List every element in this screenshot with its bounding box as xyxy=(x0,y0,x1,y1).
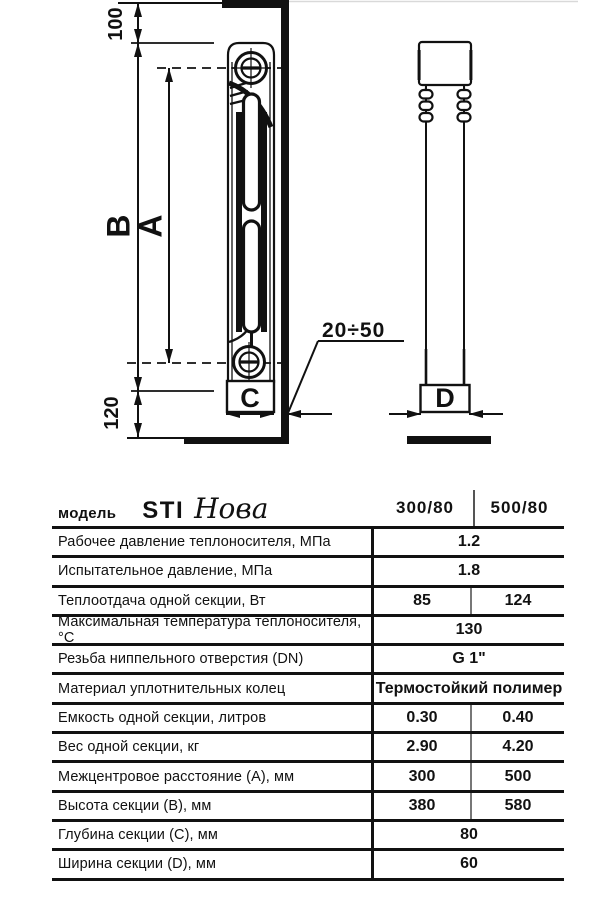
brand-name: STI xyxy=(142,496,185,524)
table-row xyxy=(52,529,564,558)
row-label: Межцентровое расстояние (А), мм xyxy=(52,763,374,789)
floor-bar-front xyxy=(184,437,289,444)
model-title xyxy=(52,492,377,525)
row-label: Высота секции (В), мм xyxy=(52,793,374,819)
table-row xyxy=(52,614,564,647)
row-value: 1.8 xyxy=(457,562,481,580)
dim-label-100: 100 xyxy=(105,7,127,41)
table-row xyxy=(52,558,564,587)
row-value-500: 0.40 xyxy=(502,708,534,726)
spec-table xyxy=(52,490,564,881)
row-value: 80 xyxy=(460,826,478,844)
row-label: Ширина секции (D), мм xyxy=(52,851,374,877)
row-label: Рабочее давление теплоносителя, МПа xyxy=(52,529,374,555)
row-value-500: 4.20 xyxy=(502,738,534,756)
row-label: Материал уплотнительных колец xyxy=(52,675,374,701)
nipple-top xyxy=(231,48,271,88)
dim-label-A: A xyxy=(132,214,169,238)
table-row xyxy=(52,822,564,851)
table-row xyxy=(52,588,564,617)
wall-bar xyxy=(281,0,289,444)
dim-label-D: D xyxy=(435,383,455,413)
section-side-view xyxy=(418,42,473,412)
row-label: Максимальная температура теплоносителя, °С xyxy=(52,617,374,643)
row-label: Глубина секции (С), мм xyxy=(52,822,374,848)
table-row xyxy=(52,646,564,675)
table-row xyxy=(52,734,564,763)
row-value: Термостойкий полимер xyxy=(375,679,563,697)
row-value-300: 2.90 xyxy=(374,734,472,760)
table-row xyxy=(52,705,564,734)
row-label: Емкость одной секции, литров xyxy=(52,705,374,731)
row-value-500: 500 xyxy=(504,767,532,785)
row-value: 130 xyxy=(455,621,483,639)
row-label: Теплоотдача одной секции, Вт xyxy=(52,588,374,614)
section-front-view xyxy=(227,43,274,412)
row-value-300: 0.30 xyxy=(374,705,472,731)
dim-label-120: 120 xyxy=(101,396,123,430)
nipple-bottom xyxy=(234,342,265,382)
row-value: G 1" xyxy=(452,650,486,668)
dim-label-C: C xyxy=(240,383,260,413)
row-value-300: 300 xyxy=(374,763,472,789)
table-row xyxy=(52,851,564,880)
gap-leader-diagonal xyxy=(288,341,318,413)
row-value-300: 380 xyxy=(374,793,472,819)
row-label: Вес одной секции, кг xyxy=(52,734,374,760)
row-label: Резьба ниппельного отверстия (DN) xyxy=(52,646,374,672)
row-value-500: 124 xyxy=(504,591,532,609)
dim-label-wall-gap: 20÷50 xyxy=(322,319,386,342)
column-header-300-80: 300/80 xyxy=(377,490,475,526)
row-value-300: 85 xyxy=(374,588,472,614)
dim-label-B: B xyxy=(100,214,137,238)
table-row xyxy=(52,793,564,822)
row-value-500: 580 xyxy=(504,796,532,814)
series-name: Нова xyxy=(194,491,269,525)
column-header-500-80: 500/80 xyxy=(490,498,549,517)
table-row xyxy=(52,675,564,704)
spec-table-header xyxy=(52,490,564,529)
ceiling-bar xyxy=(222,0,284,8)
model-label: модель xyxy=(58,504,117,522)
row-label: Испытательное давление, МПа xyxy=(52,558,374,584)
table-row xyxy=(52,763,564,792)
row-value: 1.2 xyxy=(457,533,481,551)
floor-bar-side xyxy=(407,436,491,444)
row-value: 60 xyxy=(460,855,478,873)
